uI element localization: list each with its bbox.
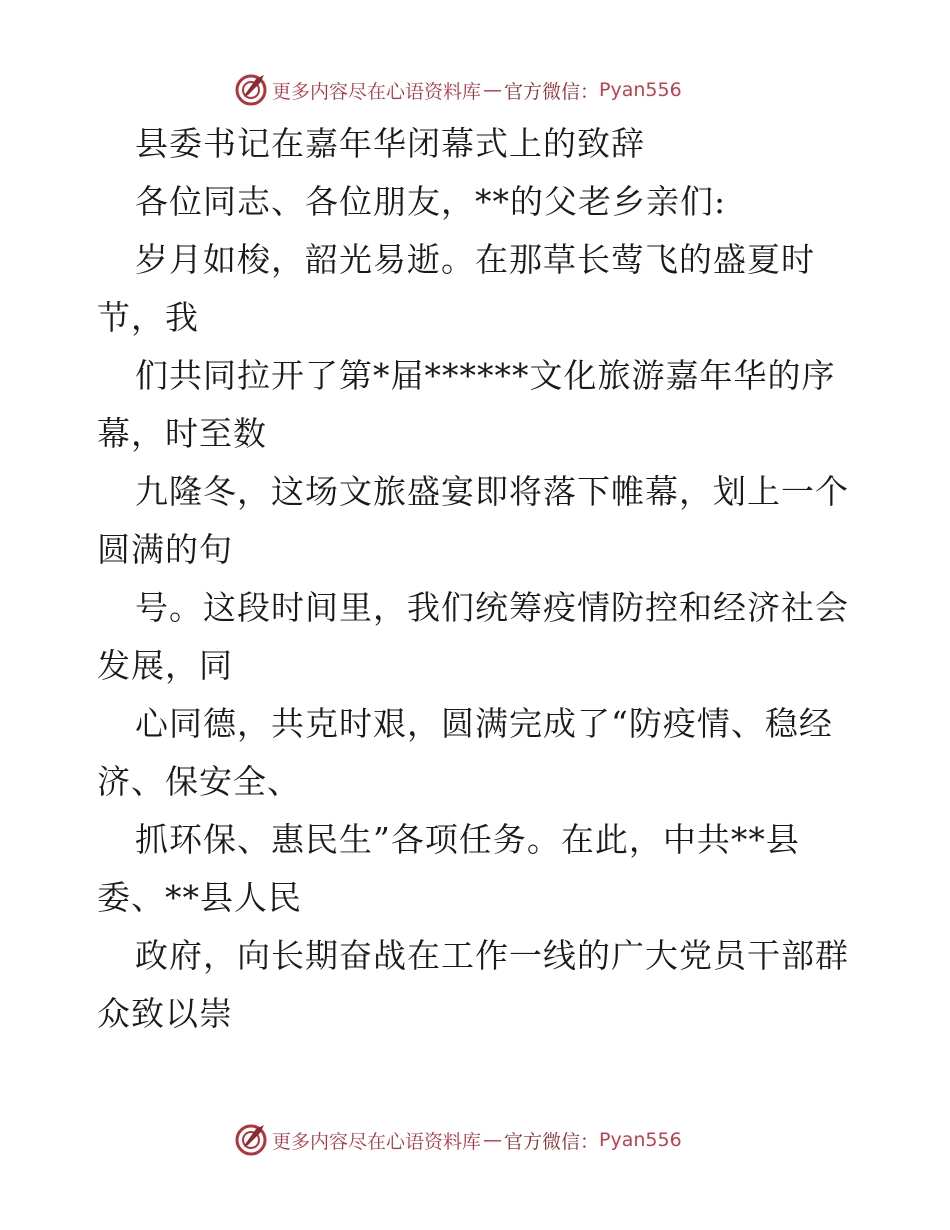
watermark-separator: — <box>483 79 503 101</box>
footer-watermark <box>234 1122 682 1158</box>
watermark-wechat-id: Pyan556 <box>599 1129 682 1151</box>
text-line: 圆满的句 <box>97 530 233 569</box>
text-line: 发展，同 <box>97 646 233 685</box>
watermark-wechat-id: Pyan556 <box>599 79 682 101</box>
text-line: 号。这段时间里，我们统筹疫情防控和经济社会 <box>135 588 849 627</box>
text-line: 们共同拉开了第*届******文化旅游嘉年华的序 <box>135 356 836 395</box>
text-line: 众致以崇 <box>97 994 233 1033</box>
watermark-site-text: 更多内容尽在心语资料库 <box>272 1130 482 1153</box>
document-body <box>97 115 857 1043</box>
text-line: 节，我 <box>97 298 199 337</box>
text-line: 九隆冬，这场文旅盛宴即将落下帷幕，划上一个 <box>135 472 849 511</box>
watermark-wechat-label: 官方微信： <box>504 80 600 103</box>
text-line: 委、**县人民 <box>97 878 302 917</box>
text-line: 岁月如梭，韶光易逝。在那草长莺飞的盛夏时 <box>135 240 815 279</box>
text-line: 济、保安全、 <box>97 762 301 801</box>
header-watermark <box>234 72 682 108</box>
pen-logo-icon <box>234 1123 268 1157</box>
pen-logo-icon <box>234 73 268 107</box>
text-line: 政府，向长期奋战在工作一线的广大党员干部群 <box>135 936 849 975</box>
text-line: 抓环保、惠民生”各项任务。在此，中共**县 <box>135 820 800 859</box>
watermark-separator: — <box>483 1129 503 1151</box>
document-title: 县委书记在嘉年华闭幕式上的致辞 <box>135 124 645 163</box>
text-line: 幕，时至数 <box>97 414 267 453</box>
watermark-site-text: 更多内容尽在心语资料库 <box>272 80 482 103</box>
text-line: 心同德，共克时艰，圆满完成了“防疫情、稳经 <box>135 704 833 743</box>
watermark-wechat-label: 官方微信： <box>504 1130 600 1153</box>
text-line: 各位同志、各位朋友，**的父老乡亲们: <box>135 182 727 221</box>
